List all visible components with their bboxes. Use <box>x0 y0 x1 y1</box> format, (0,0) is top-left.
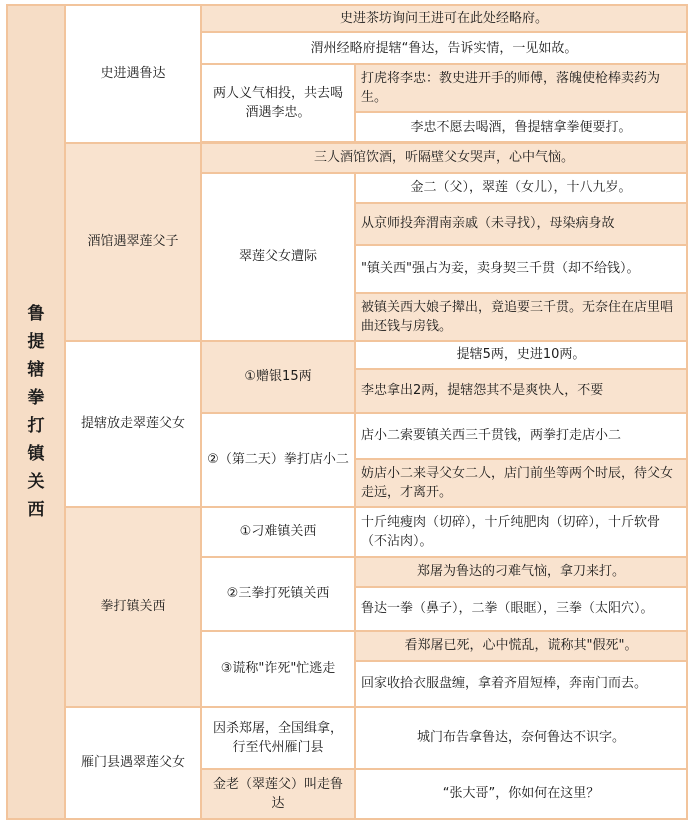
content-cell: 回家收拾衣服盘缠，拿着齐眉短棒，奔南门而去。 <box>355 661 687 707</box>
table-row <box>7 507 687 557</box>
subsection-label: ③谎称"诈死"忙逃走 <box>201 631 355 707</box>
subsection-label: 翠莲父女遭际 <box>201 173 355 341</box>
table-row <box>7 341 687 369</box>
section-label: 拳打镇关西 <box>65 507 201 707</box>
subsection-label: 金老（翠莲父）叫走鲁达 <box>201 769 355 819</box>
content-cell: 打虎将李忠：教史进开手的师傅，落魄使枪棒卖药为生。 <box>355 64 687 112</box>
content-cell: 三人酒馆饮酒，听隔壁父女哭声，心中气恼。 <box>201 143 687 173</box>
subsection-label: ①刁难镇关西 <box>201 507 355 557</box>
content-cell: 郑屠为鲁达的刁难气恼，拿刀来打。 <box>355 557 687 587</box>
content-cell: 提辖5两，史进10两。 <box>355 341 687 369</box>
table-row <box>7 5 687 32</box>
content-cell: 金二（父），翠莲（女儿），十八九岁。 <box>355 173 687 203</box>
content-cell: "镇关西"强占为妾，卖身契三千贯（却不给钱）。 <box>355 245 687 293</box>
content-cell: 史进茶坊询问王进可在此处经略府。 <box>201 5 687 32</box>
section-label: 史进遇鲁达 <box>65 5 201 143</box>
table-row <box>7 143 687 173</box>
content-cell: “张大哥”，你如何在这里？ <box>355 769 687 819</box>
outline-table <box>6 4 688 820</box>
content-cell: 被镇关西大娘子撵出，竟追要三千贯。无奈住在店里唱曲还钱与房钱。 <box>355 293 687 341</box>
subsection-label: ②三拳打死镇关西 <box>201 557 355 631</box>
main-title: 鲁提辖拳打镇关西 <box>7 5 65 819</box>
subsection-label: ①赠银15两 <box>201 341 355 413</box>
section-label: 雁门县遇翠莲父女 <box>65 707 201 820</box>
content-cell: 十斤纯瘦肉（切碎），十斤纯肥肉（切碎），十斤软骨（不沾肉）。 <box>355 507 687 557</box>
subsection-label: ②（第二天）拳打店小二 <box>201 413 355 507</box>
content-cell: 看郑屠已死，心中慌乱，谎称其"假死"。 <box>355 631 687 661</box>
content-cell: 妨店小二来寻父女二人，店门前坐等两个时辰，待父女走远，才离开。 <box>355 459 687 507</box>
content-cell: 李忠不愿去喝酒，鲁提辖拿拳便要打。 <box>355 112 687 142</box>
content-cell: 城门布告拿鲁达，奈何鲁达不识字。 <box>355 707 687 769</box>
content-cell: 从京师投奔渭南亲戚（未寻找），母染病身故 <box>355 203 687 245</box>
section-label: 酒馆遇翠莲父子 <box>65 143 201 341</box>
subsection-label: 因杀郑屠，全国缉拿，行至代州雁门县 <box>201 707 355 769</box>
content-cell: 李忠拿出2两，提辖怨其不是爽快人，不要 <box>355 369 687 413</box>
content-cell: 店小二索要镇关西三千贯钱，两拳打走店小二 <box>355 413 687 459</box>
content-cell: 鲁达一拳（鼻子），二拳（眼眶），三拳（太阳穴）。 <box>355 587 687 631</box>
table-row <box>7 707 687 769</box>
subsection-label: 两人义气相投，共去喝酒遇李忠。 <box>201 64 355 142</box>
section-label: 提辖放走翠莲父女 <box>65 341 201 507</box>
content-cell: 渭州经略府提辖“鲁达，告诉实情，一见如故。 <box>201 32 687 64</box>
